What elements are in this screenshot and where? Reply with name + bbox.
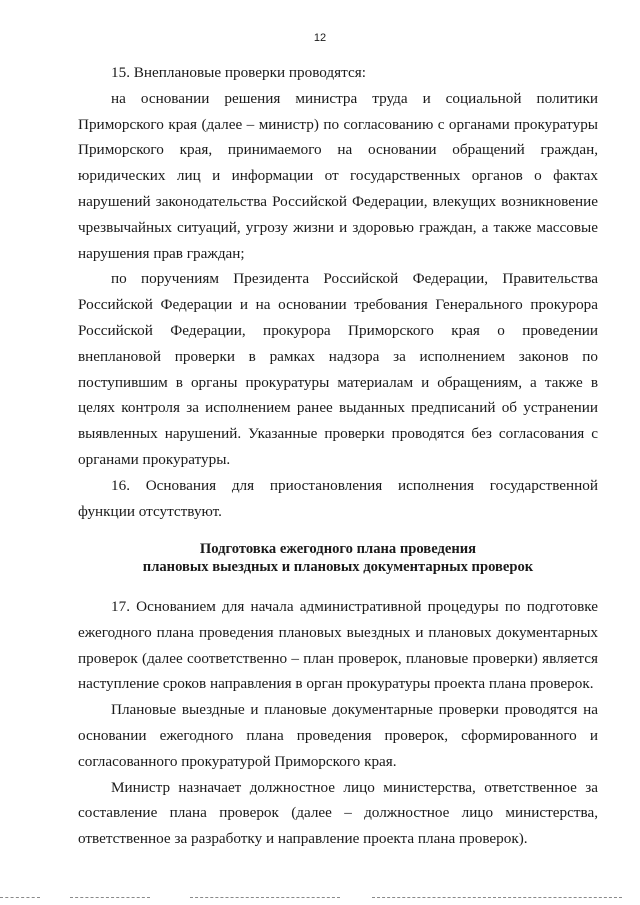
paragraph-17: 17. Основанием для начала административной процедуры по подготовке ежегодного плана проведения плановых выездных и плановых документарных проверок (далее соответственно – план проверок, плановые проверки) является наступление сроков направления в орган прокуратуры проекта плана проверок. [78,598,598,693]
scan-edge-marks [0,897,640,899]
section-heading [78,540,598,576]
paragraph-15-item-2: по поручениям Президента Российской Федерации, Правительства Российской Федерации и на основании требования Генерального прокурора Российской Федерации, прокурора Приморского края о проведении внеплановой проверки в рамках надзора за исполнением законов по поступившим в органы прокуратуры материалам и обращениям, а также в целях контроля за исполнением ранее выданных предписаний об устранении выявленных нарушений. Указанные проверки проводятся без согласования с органами прокуратуры. [78,270,598,468]
section-heading-line-2: плановых выездных и плановых документарных проверок [142,559,534,575]
paragraph-16: 16. Основания для приостановления исполнения государственной функции отсутствуют. [78,476,598,520]
page-number: 12 [313,32,327,44]
bottom-text-block [78,594,598,852]
paragraph-minister-appoints: Министр назначает должностное лицо министерства, ответственное за составление плана проверок (далее – должностное лицо министерства, ответственное за разработку и направление проекта плана проверок). [78,778,598,848]
paragraph-15-item-1: на основании решения министра труда и социальной политики Приморского края (далее – министр) по согласованию с органами прокуратуры Приморского края, принимаемого на основании обращений граждан, юридических лиц и информации от государственных органов о фактах нарушений законодательства Российской Федерации, влекущих возникновение чрезвычайных ситуаций, угрозу жизни и здоровью граждан, а также массовые нарушения прав граждан; [78,89,598,262]
section-heading-line-1: Подготовка ежегодного плана проведения [199,541,477,557]
paragraph-planned-inspections: Плановые выездные и плановые документарные проверки проводятся на основании ежегодного плана проведения проверок, сформированного и согласованного прокуратурой Приморского края. [78,701,598,770]
top-text-block [78,60,598,524]
paragraph-15-intro: 15. Внеплановые проверки проводятся: [111,64,366,81]
